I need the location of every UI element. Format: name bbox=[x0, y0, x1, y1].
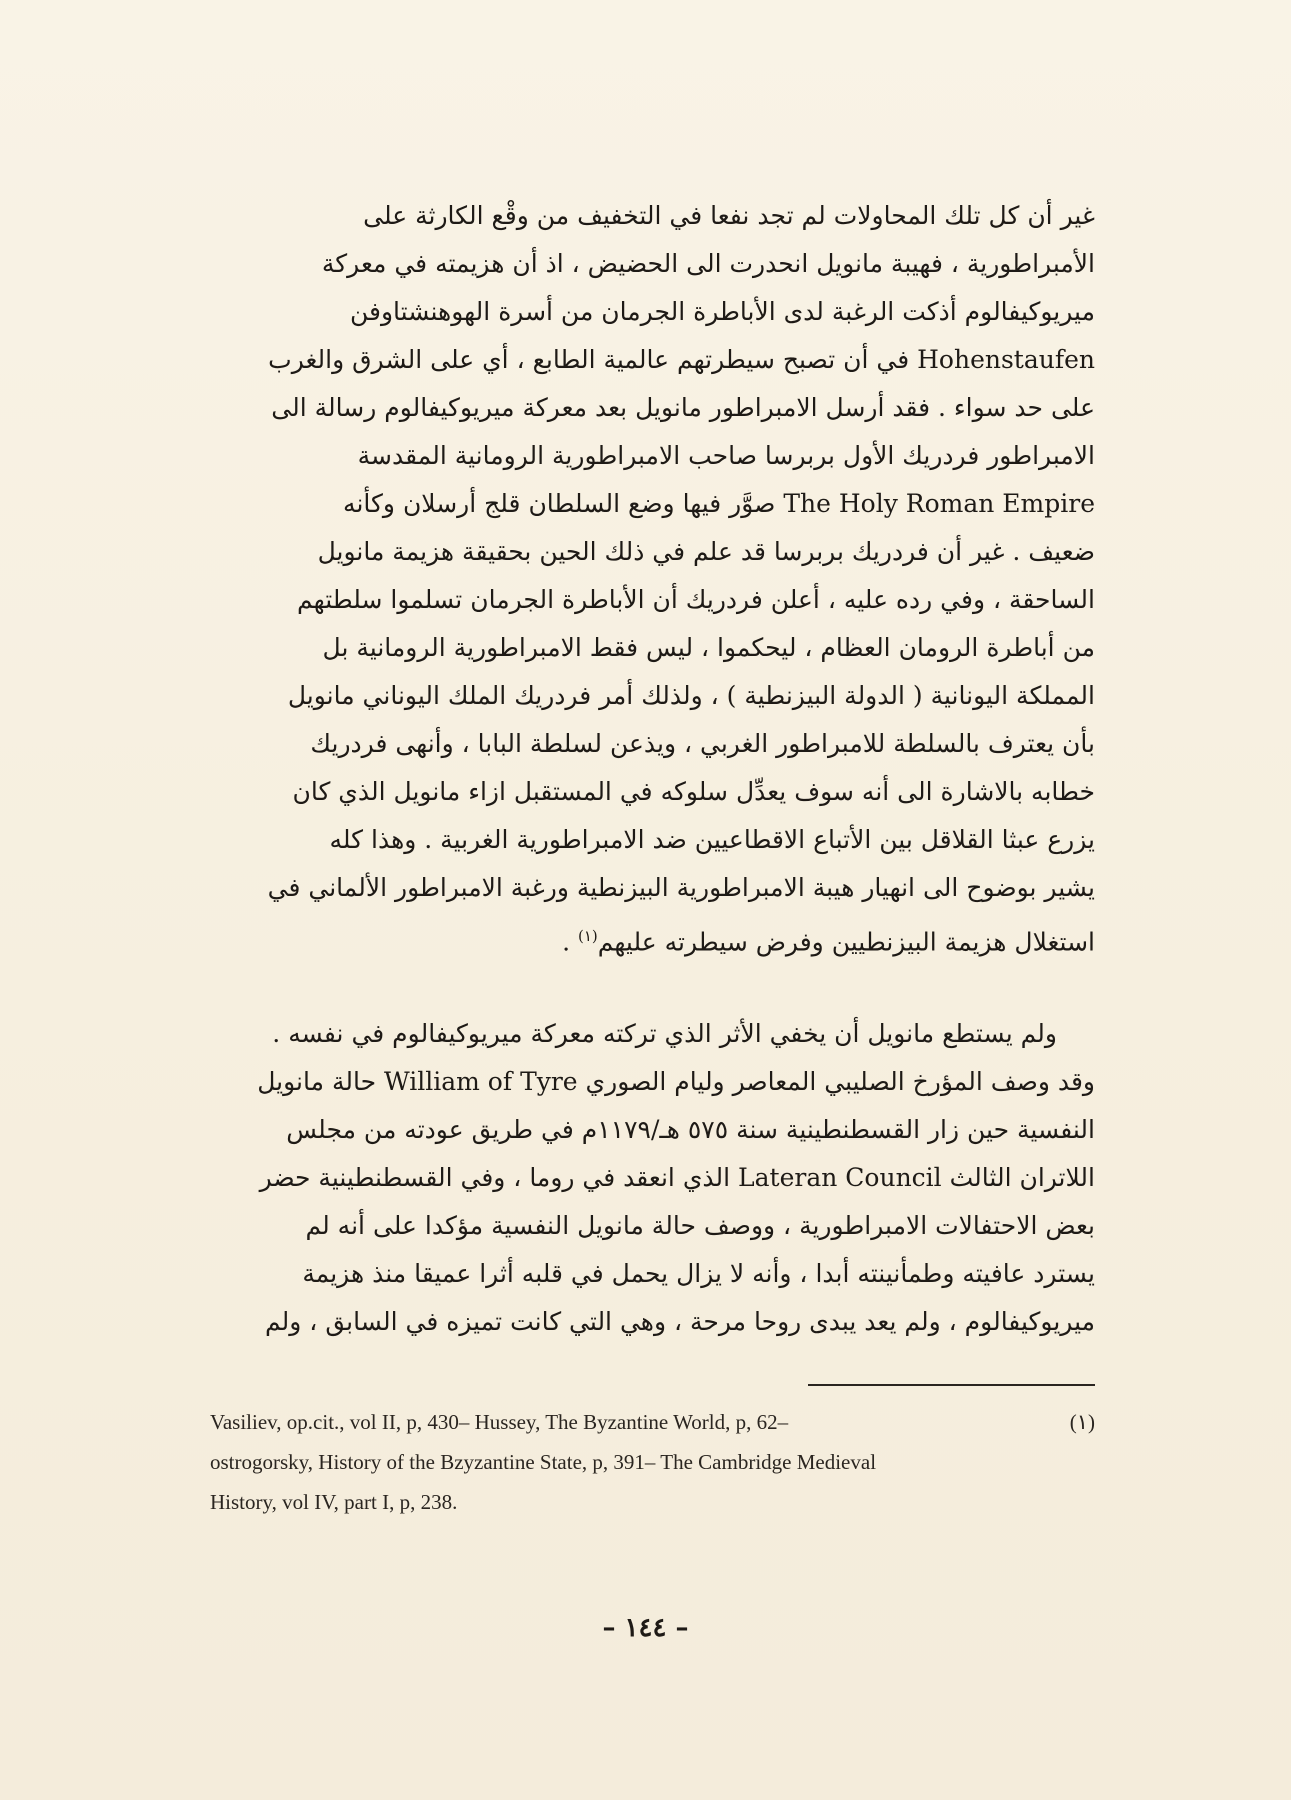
text-line: خطابه بالاشارة الى أنه سوف يعدِّل سلوكه في المستقبل ازاء مانويل الذي كان bbox=[292, 777, 1095, 806]
footnotes bbox=[210, 1402, 1095, 1522]
page-number: – ١٤٤ – bbox=[602, 1613, 689, 1643]
footnote-divider bbox=[808, 1384, 1095, 1386]
footnote-marker: (١) bbox=[1069, 1410, 1095, 1434]
footnote-reference: (١) bbox=[577, 927, 598, 945]
text-line: وقد وصف المؤرخ الصليبي المعاصر وليام الصوري William of Tyre حالة مانويل bbox=[257, 1067, 1095, 1096]
sentence-end: . bbox=[562, 927, 578, 957]
text-line: الساحقة ، وفي رده عليه ، أعلن فردريك أن الأباطرة الجرمان تسلموا سلطتهم bbox=[297, 585, 1095, 614]
text-line: غير أن كل تلك المحاولات لم تجد نفعا في التخفيف من وقْع الكارثة على bbox=[363, 201, 1095, 230]
text-line: يشير بوضوح الى انهيار هيبة الامبراطورية البيزنطية ورغبة الامبراطور الألماني في bbox=[267, 873, 1095, 902]
text-line: ولم يستطع مانويل أن يخفي الأثر الذي تركته معركة ميريوكيفالوم في نفسه . bbox=[272, 1019, 1057, 1048]
text-line: ضعيف . غير أن فردريك بربرسا قد علم في ذلك الحين بحقيقة هزيمة مانويل bbox=[317, 537, 1095, 566]
text-line: بأن يعترف بالسلطة للامبراطور الغربي ، ويذعن لسلطة البابا ، وأنهى فردريك bbox=[310, 729, 1095, 758]
text-line: ميريوكيفالوم أذكت الرغبة لدى الأباطرة الجرمان من أسرة الهوهنشتاوفن bbox=[350, 297, 1095, 326]
text-line: النفسية حين زار القسطنطينية سنة ٥٧٥ هـ/١١٧٩م في طريق عودته من مجلس bbox=[286, 1115, 1095, 1144]
text-line: من أباطرة الرومان العظام ، ليحكموا ، ليس فقط الامبراطورية الرومانية بل bbox=[322, 633, 1095, 662]
text-line: The Holy Roman Empire صوَّر فيها وضع السلطان قلج أرسلان وكأنه bbox=[343, 489, 1095, 518]
text-line: بعض الاحتفالات الامبراطورية ، ووصف حالة مانويل النفسية مؤكدا على أنه لم bbox=[305, 1211, 1095, 1240]
text-line: اللاتران الثالث Lateran Council الذي انعقد في روما ، وفي القسطنطينية حضر bbox=[259, 1163, 1095, 1192]
footnote-text: Vasiliev, op.cit., vol II, p, 430– Hussey, The Byzantine World, p, 62– bbox=[210, 1410, 789, 1434]
footnote-line: History, vol IV, part I, p, 238. bbox=[210, 1490, 458, 1514]
text-line: ميريوكيفالوم ، ولم يعد يبدى روحا مرحة ، وهي التي كانت تميزه في السابق ، ولم bbox=[265, 1307, 1095, 1336]
text-line: الامبراطور فردريك الأول بربرسا صاحب الامبراطورية الرومانية المقدسة bbox=[357, 441, 1095, 470]
footnote-line: ostrogorsky, History of the Bzyzantine State, p, 391– The Cambridge Medieval bbox=[210, 1450, 877, 1474]
text-line-last bbox=[210, 912, 1095, 960]
text-line: يسترد عافيته وطمأنينته أبدا ، وأنه لا يزال يحمل في قلبه أثرا عميقا منذ هزيمة bbox=[302, 1259, 1095, 1288]
footnote-line bbox=[210, 1402, 1095, 1442]
paragraph-1 bbox=[210, 192, 1095, 960]
text-line: Hohenstaufen في أن تصبح سيطرتهم عالمية الطابع ، أي على الشرق والغرب bbox=[268, 345, 1095, 374]
text-line-content: استغلال هزيمة البيزنطيين وفرض سيطرته عليهم bbox=[597, 927, 1095, 957]
text-line: على حد سواء . فقد أرسل الامبراطور مانويل بعد معركة ميريوكيفالوم رسالة الى bbox=[271, 393, 1095, 422]
text-line: الأمبراطورية ، فهيبة مانويل انحدرت الى الحضيض ، اذ أن هزيمته في معركة bbox=[321, 249, 1095, 278]
text-line: يزرع عبثا القلاقل بين الأتباع الاقطاعيين ضد الامبراطورية الغربية . وهذا كله bbox=[329, 825, 1095, 854]
text-line: المملكة اليونانية ( الدولة البيزنطية ) ، ولذلك أمر فردريك الملك اليوناني مانويل bbox=[287, 681, 1095, 710]
paragraph-2 bbox=[210, 1010, 1095, 1346]
